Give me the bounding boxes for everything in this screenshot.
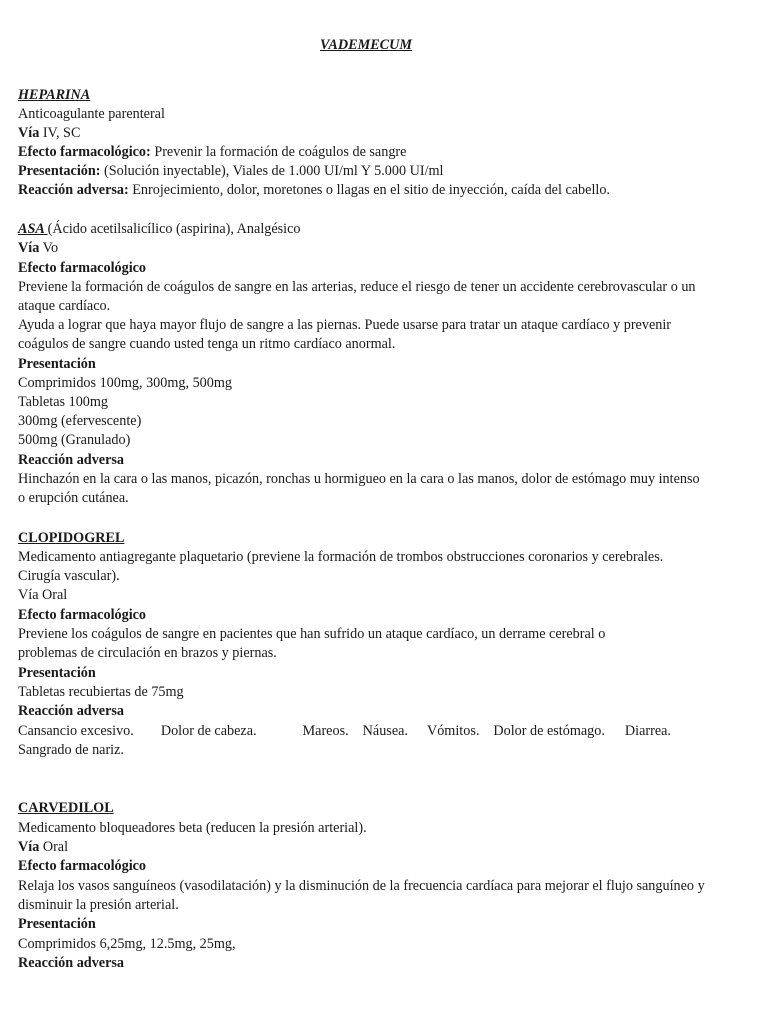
document-title: VADEMECUM (320, 37, 412, 53)
heparina-class: Anticoagulante parenteral (18, 106, 165, 122)
heparina-via: Vía IV, SC (18, 125, 81, 141)
reaccion-item: Cansancio excesivo. (18, 723, 134, 739)
clopidogrel-reaccion-last: Sangrado de nariz. (18, 742, 124, 758)
carvedilol-via: Vía Oral (18, 839, 69, 855)
clopidogrel-presentacion-line: Tabletas recubiertas de 75mg (18, 684, 184, 700)
asa-efecto-line: Ayuda a lograr que haya mayor flujo de sangre a las piernas. Puede usarse para tratar un ataque cardíaco y prevenir (18, 317, 672, 333)
clopidogrel-efecto-line: problemas de circulación en brazos y piernas. (18, 645, 277, 661)
asa-presentacion-line: Comprimidos 100mg, 300mg, 500mg (18, 375, 233, 391)
reaccion-item: Náusea. (362, 723, 408, 739)
carvedilol-efecto-line: disminuir la presión arterial. (18, 897, 179, 913)
clopidogrel-reaccion-label: Reacción adversa (18, 703, 124, 719)
clopidogrel-class-line: Medicamento antiagregante plaquetario (previene la formación de trombos obstrucciones coronarios y cerebrales. (18, 549, 664, 565)
asa-efecto-line: coágulos de sangre cuando usted tenga un ritmo cardíaco anormal. (18, 336, 396, 352)
asa-presentacion-line: 500mg (Granulado) (18, 432, 131, 448)
reaccion-item: Dolor de estómago. (493, 723, 605, 739)
carvedilol-presentacion-line: Comprimidos 6,25mg, 12.5mg, 25mg, (18, 936, 236, 952)
carvedilol-class: Medicamento bloqueadores beta (reducen la presión arterial). (18, 820, 367, 836)
clopidogrel-via: Vía Oral (18, 587, 68, 603)
asa-reaccion-label: Reacción adversa (18, 452, 124, 468)
asa-presentacion-line: Tabletas 100mg (18, 394, 109, 410)
asa-presentacion-label: Presentación (18, 356, 96, 372)
clopidogrel-name: CLOPIDOGREL (18, 530, 125, 546)
carvedilol-reaccion-label: Reacción adversa (18, 955, 124, 971)
asa-efecto-line: ataque cardíaco. (18, 298, 111, 314)
reaccion-item: Dolor de cabeza. (160, 723, 257, 739)
clopidogrel-class-line: Cirugía vascular). (18, 568, 120, 584)
asa-via: Vía Vo (18, 240, 59, 256)
heparina-reaccion: Reacción adversa: Enrojecimiento, dolor, moretones o llagas en el sitio de inyección, caída del cabello. (18, 182, 610, 198)
heparina-name: HEPARINA (18, 87, 91, 103)
clopidogrel-efecto-label: Efecto farmacológico (18, 607, 147, 623)
clopidogrel-efecto-line: Previene los coágulos de sangre en pacientes que han sufrido un ataque cardíaco, un derrame cerebral o (18, 626, 606, 642)
heparina-efecto: Efecto farmacológico: Prevenir la formación de coágulos de sangre (18, 144, 407, 160)
clopidogrel-presentacion-label: Presentación (18, 665, 96, 681)
asa-reaccion-line: Hinchazón en la cara o las manos, picazón, ronchas u hormigueo en la cara o las manos, dolor de estómago muy intenso (18, 471, 700, 487)
asa-presentacion-line: 300mg (efervescente) (18, 413, 142, 429)
asa-reaccion-line: o erupción cutánea. (18, 490, 129, 506)
reaccion-item: Vómitos. (426, 723, 480, 739)
carvedilol-name: CARVEDILOL (18, 800, 114, 816)
asa-efecto-label: Efecto farmacológico (18, 260, 147, 276)
asa-efecto-line: Previene la formación de coágulos de sangre en las arterias, reduce el riesgo de tener un accidente cerebrovascular o un (18, 279, 696, 295)
carvedilol-efecto-line: Relaja los vasos sanguíneos (vasodilatación) y la disminución de la frecuencia cardíaca para mejorar el flujo sanguíneo y (18, 878, 705, 894)
heparina-presentacion: Presentación: (Solución inyectable), Viales de 1.000 UI/ml Y 5.000 UI/ml (18, 163, 444, 179)
carvedilol-presentacion-label: Presentación (18, 916, 96, 932)
reaccion-item: Diarrea. (624, 723, 671, 739)
reaccion-item: Mareos. (302, 723, 349, 739)
asa-header: ASA (Ácido acetilsalicílico (aspirina), Analgésico (18, 221, 301, 237)
clopidogrel-reaccion-items (18, 722, 671, 741)
carvedilol-efecto-label: Efecto farmacológico (18, 858, 147, 874)
